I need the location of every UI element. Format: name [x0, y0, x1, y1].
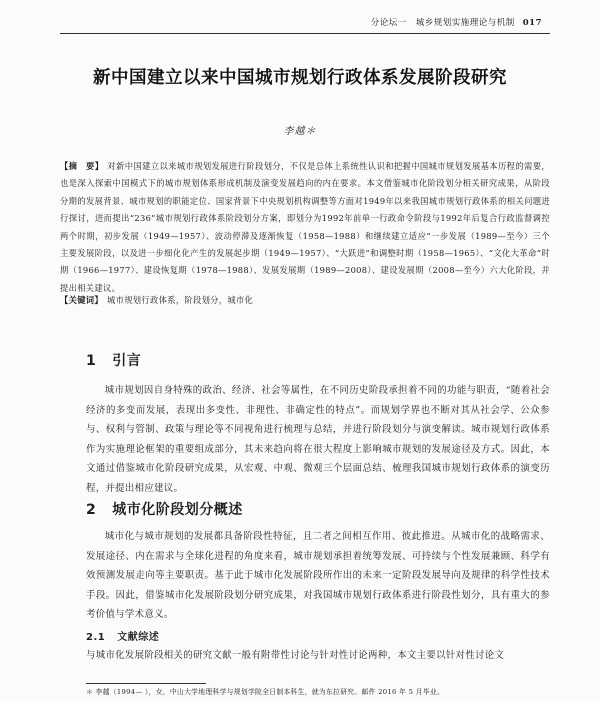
section-2-number: 2: [86, 502, 97, 518]
abstract-label: 【摘 要】: [60, 161, 104, 171]
author-name: 李越＊: [283, 126, 317, 137]
section-2-heading: [86, 499, 243, 519]
abstract: [60, 158, 550, 297]
section-2-paragraph: 城市化与城市规划的发展都具备阶段性特征，且二者之间相互作用、彼此推进。从城市化的战略需求、发展途径、内在需求与全球化进程的角度来看，城市规划承担着统筹发展、可持续与个性发展兼顾、科学有效预测发展走向等主要职责。基于此于城市化发展阶段所作出的未来一定阶段发展导向及规律的科学性技术手段。因此，借鉴城市化发展阶段划分研究成果，对我国城市规划行政体系进行阶段性划分，具有重大的参考价值与学术意义。: [86, 531, 550, 620]
subsection-2-1-title: 文献综述: [117, 632, 160, 643]
abstract-text: 对新中国建立以来城市规划发展进行阶段划分，不仅是总体上系统性认识和把握中国城市规划发展基本历程的需要，也是深入探索中国模式下的城市规划体系形成机制及演变发展趋向的内在要求。本文借鉴城市化阶段划分相关研究成果，从阶段分期的发展背景、城市规划的职能定位、国家背景下中央规划机构调整等方面对1949年以来我国城市规划行政体系的相关问题进行探讨，进而提出“236”城市规划行政体系阶段划分方案，即划分为1992年前单一行政命令阶段与1992年后复合行政监督调控两个时期，初步发展（1949—1957）、波动停滞及逐渐恢复（1958—1988）和继续建立适应“一步发展（1989—至今）三个主要发展阶段，以及进一步细化化产生的发展起步期（1949—1957）、“大跃进”和调整时期（1958—1965）、“文化大革命”时期（1966—1977）、建设恢复期（1978—1988）、发展发展期（1989—2008）、建设发展期（2008—至今）六大化阶段，并提出相关建议。: [60, 161, 550, 293]
keywords-label: 【关键词】: [60, 295, 103, 305]
paper-title: 新中国建立以来中国城市规划行政体系发展阶段研究: [93, 68, 507, 88]
header-rule: [60, 33, 550, 34]
section-1-heading: [86, 350, 141, 370]
keywords-text: 城市规划行政体系，阶段划分，城市化: [107, 295, 254, 305]
running-header-section: 分论坛一 城乡规划实施理论与机制: [370, 18, 515, 28]
footnote: ＊ 李越（1994— ），女，中山大学地理科学与规划学院全日制本科生，就为东拉研究。邮件 2016 年 5 月毕业。: [86, 688, 445, 696]
subsection-2-1-paragraph: 与城市化发展阶段相关的研究文献一般有附带性讨论与针对性讨论两种，本文主要以针对性讨论文: [86, 650, 505, 661]
subsection-2-1-heading: [86, 628, 159, 643]
subsection-2-1-number: 2.1: [86, 632, 106, 643]
section-1-paragraph: 城市规划因自身特殊的政治、经济、社会等属性，在不同历史阶段承担着不同的功能与职责，“随着社会经济的多变而发展，表现出多变性、非理性、非确定性的特点”。而规划学界也不断对其从社会学、公众参与、权利与管制、政策与理论等不同视角进行梳理与总结，并进行阶段划分与演变解读。城市规划行政体系作为实施理论框架的重要组成部分，其未来趋向将在很大程度上影响城市规划的发展途径及方式。因此，本文通过借鉴城市化阶段研究成果，从宏观、中观、微观三个层面总结、梳理我国城市规划行政体系的演变历程，并提出相应建议。: [86, 385, 550, 494]
section-1-title: 引言: [112, 353, 142, 369]
section-2-title: 城市化阶段划分概述: [112, 502, 243, 518]
section-1-number: 1: [86, 353, 97, 369]
footnote-rule: [86, 683, 206, 684]
page-number: 017: [522, 18, 542, 28]
running-header: [371, 16, 542, 28]
keywords: [60, 292, 550, 308]
